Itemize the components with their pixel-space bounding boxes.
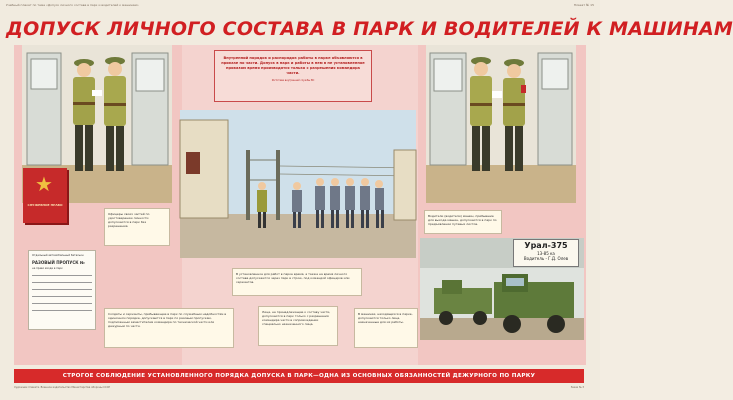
regulation-text: Внутренний порядок и распорядок работы в парке объявляются в приказе по части. Допуск в парк и работы в нем в не установленное приказом время производятся только с разрешения командира части. — [221, 56, 365, 75]
top-caption-left: Учебный плакат по теме «Допуск личного состава в парк и водителей к машинам» — [6, 3, 139, 7]
vehicle-signboard — [513, 239, 579, 267]
star-icon: ★ — [35, 172, 53, 196]
note-in-vehicles — [354, 308, 418, 348]
regulation-box — [214, 50, 372, 102]
note-outsiders-text: Лица, не принадлежащие к составу части, допускаются в парк только с разрешения командира части в сопровождении специально назначенного лица. — [262, 310, 331, 326]
note-in-vehicles-text: В машинах, находящихся в парке, допускаются только лица, назначенные для их работы. — [358, 312, 413, 324]
service-book-label: СЛУЖЕБНОЕ ПРАВО — [27, 203, 63, 207]
note-drivers — [424, 210, 502, 234]
poster-title: ДОПУСК ЛИЧНОГО СОСТАВА В ПАРК И ВОДИТЕЛЕЙ К МАШИНАМ — [6, 18, 733, 40]
pass-field-line — [32, 284, 92, 290]
marching-illustration — [180, 110, 416, 258]
pass-unit: Отдельный автомобильный батальон — [32, 254, 84, 257]
pass-field-line — [32, 305, 92, 311]
officers-right-illustration — [426, 45, 576, 203]
note-formation — [232, 268, 362, 296]
vehicle-driver: Водитель - Г.Д. Олев — [523, 256, 569, 261]
top-caption — [6, 3, 594, 11]
vehicle-model: Урал-375 — [524, 241, 568, 250]
scene-officers-right — [426, 45, 576, 203]
pass-field-line — [32, 298, 92, 304]
note-drivers-text: Водители (водители) машин, прибывшие для выхода машин, допускаются в парк по предъявлении путевых листов. — [428, 214, 497, 226]
pass-subheading: на право входа в парк — [32, 267, 63, 270]
pass-field-line — [32, 291, 92, 297]
service-book — [23, 168, 67, 223]
pass-heading: РАЗОВЫЙ ПРОПУСК № — [32, 260, 85, 265]
regulation-source: Из Устава внутренней службы ВС — [271, 79, 315, 82]
note-outsiders — [258, 306, 338, 346]
vehicle-plate: 13-85 ка — [537, 251, 555, 256]
note-single-pass-text: Солдаты и сержанты, прибывающие в парк по служебным надобностям в одиночном порядке, допускаются в парк по разовым пропускам, подписанным заместителем командира по технической части или дежурным по части. — [108, 312, 227, 328]
one-time-pass — [28, 250, 96, 330]
footer-note-left: Художник плаката. Военное издательство Министерства обороны СССР — [14, 386, 110, 389]
note-single-pass — [104, 308, 234, 348]
pass-field-line — [32, 270, 92, 276]
footer-note-right: Заказ № 3 — [570, 386, 584, 389]
note-formation-text: В установленное для работ в парке время, а также на время личного состава допускаются через парк в строю, под командой офицеров или сержантов. — [236, 272, 350, 284]
footer-banner: СТРОГОЕ СОБЛЮДЕНИЕ УСТАНОВЛЕННОГО ПОРЯДКА ДОПУСКА В ПАРК—ОДНА ИЗ ОСНОВНЫХ ОБЯЗАННОСТЕЙ ДЕЖУРНОГО ПО ПАРКУ — [14, 369, 584, 383]
note-officers — [104, 208, 170, 246]
note-officers-text: Офицеры своих частей по удостоверению личности допускаются в парк без разрешения. — [108, 212, 150, 228]
top-caption-right: Плакат № 15 — [573, 3, 594, 7]
footer-note — [14, 386, 584, 389]
scene-marching — [180, 110, 416, 258]
pass-field-line — [32, 277, 92, 283]
